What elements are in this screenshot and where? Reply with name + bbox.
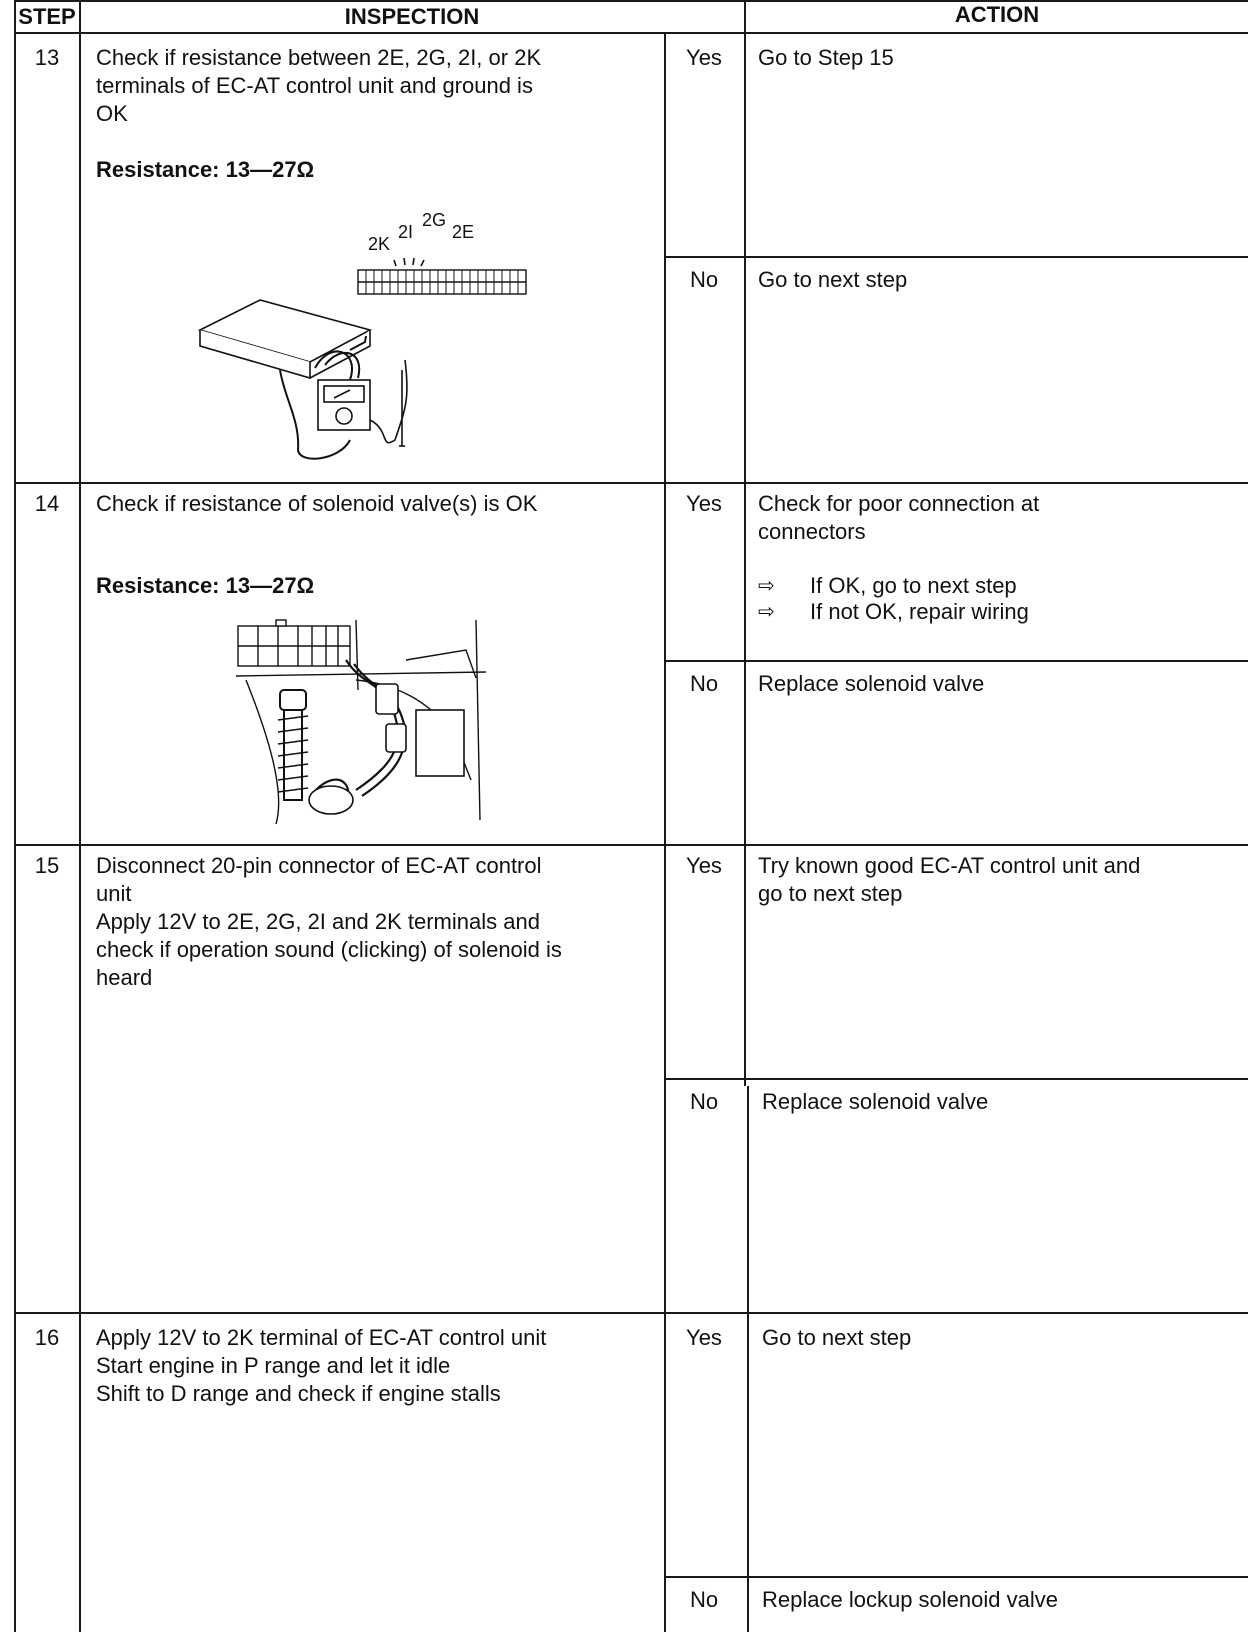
step-14-spec: Resistance: 13—27Ω <box>96 573 315 598</box>
left-border <box>14 0 16 1632</box>
row-16-yes-no-divider <box>664 1576 1248 1578</box>
header-step: STEP <box>18 4 76 29</box>
step-15-inspection: Disconnect 20-pin connector of EC-AT control unit Apply 12V to 2E, 2G, 2I and 2K terminals and check if operation sound (clicking) of solenoid is heard <box>96 853 562 990</box>
step-13-inspection: Check if resistance between 2E, 2G, 2I, or 2K terminals of EC-AT control unit and ground is OK <box>96 45 542 126</box>
header-divider <box>14 32 1248 34</box>
terminal-label-2e: 2E <box>452 222 475 242</box>
step-13-no-label: No <box>689 267 719 292</box>
step-15-yes-label: Yes <box>686 853 722 878</box>
control-unit-meter-illustration <box>190 250 550 470</box>
step-14-inspection: Check if resistance of solenoid valve(s) is OK <box>96 491 538 516</box>
step-13-yes-label: Yes <box>686 45 722 70</box>
step-16-inspection: Apply 12V to 2K terminal of EC-AT control unit Start engine in P range and let it idle Shift to D range and check if engine stalls <box>96 1325 547 1406</box>
terminal-label-2i: 2I <box>398 222 414 242</box>
row-15-yes-no-divider <box>664 1078 1248 1080</box>
row-14-bottom <box>14 844 1248 846</box>
step-15-no-label: No <box>689 1089 719 1114</box>
step-14-number: 14 <box>34 491 60 516</box>
step-14-yes-action: Check for poor connection at connectors <box>758 491 1040 544</box>
solenoid-valve-illustration <box>236 620 496 826</box>
terminal-label-2k: 2K <box>368 234 391 254</box>
header-inspection: INSPECTION <box>344 4 480 29</box>
row-13-yes-no-divider <box>664 256 1248 258</box>
step-16-no-action: Replace lockup solenoid valve <box>762 1587 1058 1612</box>
step-16-yes-action: Go to next step <box>762 1325 912 1350</box>
row-13-bottom <box>14 482 1248 484</box>
step-column-divider <box>79 0 81 1632</box>
terminal-label-2g: 2G <box>422 210 447 230</box>
step-14-yes-label: Yes <box>686 491 722 516</box>
step-14-no-label: No <box>689 671 719 696</box>
step-15-no-action: Replace solenoid valve <box>762 1089 989 1114</box>
step-15-number: 15 <box>34 853 60 878</box>
step-15-yes-action: Try known good EC-AT control unit and go to next step <box>758 853 1141 906</box>
step-13-number: 13 <box>34 45 60 70</box>
step-14-no-action: Replace solenoid valve <box>758 671 985 696</box>
action-column-divider-lower <box>747 1086 749 1632</box>
row-15-bottom <box>14 1312 1248 1314</box>
arrow-right-icon: ⇨ <box>758 575 775 597</box>
step-13-yes-action: Go to Step 15 <box>758 45 894 70</box>
step-16-yes-label: Yes <box>686 1325 722 1350</box>
step-16-number: 16 <box>34 1325 60 1350</box>
step-13-no-action: Go to next step <box>758 267 908 292</box>
step-13-spec: Resistance: 13—27Ω <box>96 157 315 182</box>
header-action: ACTION <box>954 2 1040 27</box>
arrow-right-icon: ⇨ <box>758 601 775 623</box>
step-16-no-label: No <box>689 1587 719 1612</box>
row-14-yes-no-divider <box>664 660 1248 662</box>
action-column-divider-upper <box>744 0 746 1086</box>
